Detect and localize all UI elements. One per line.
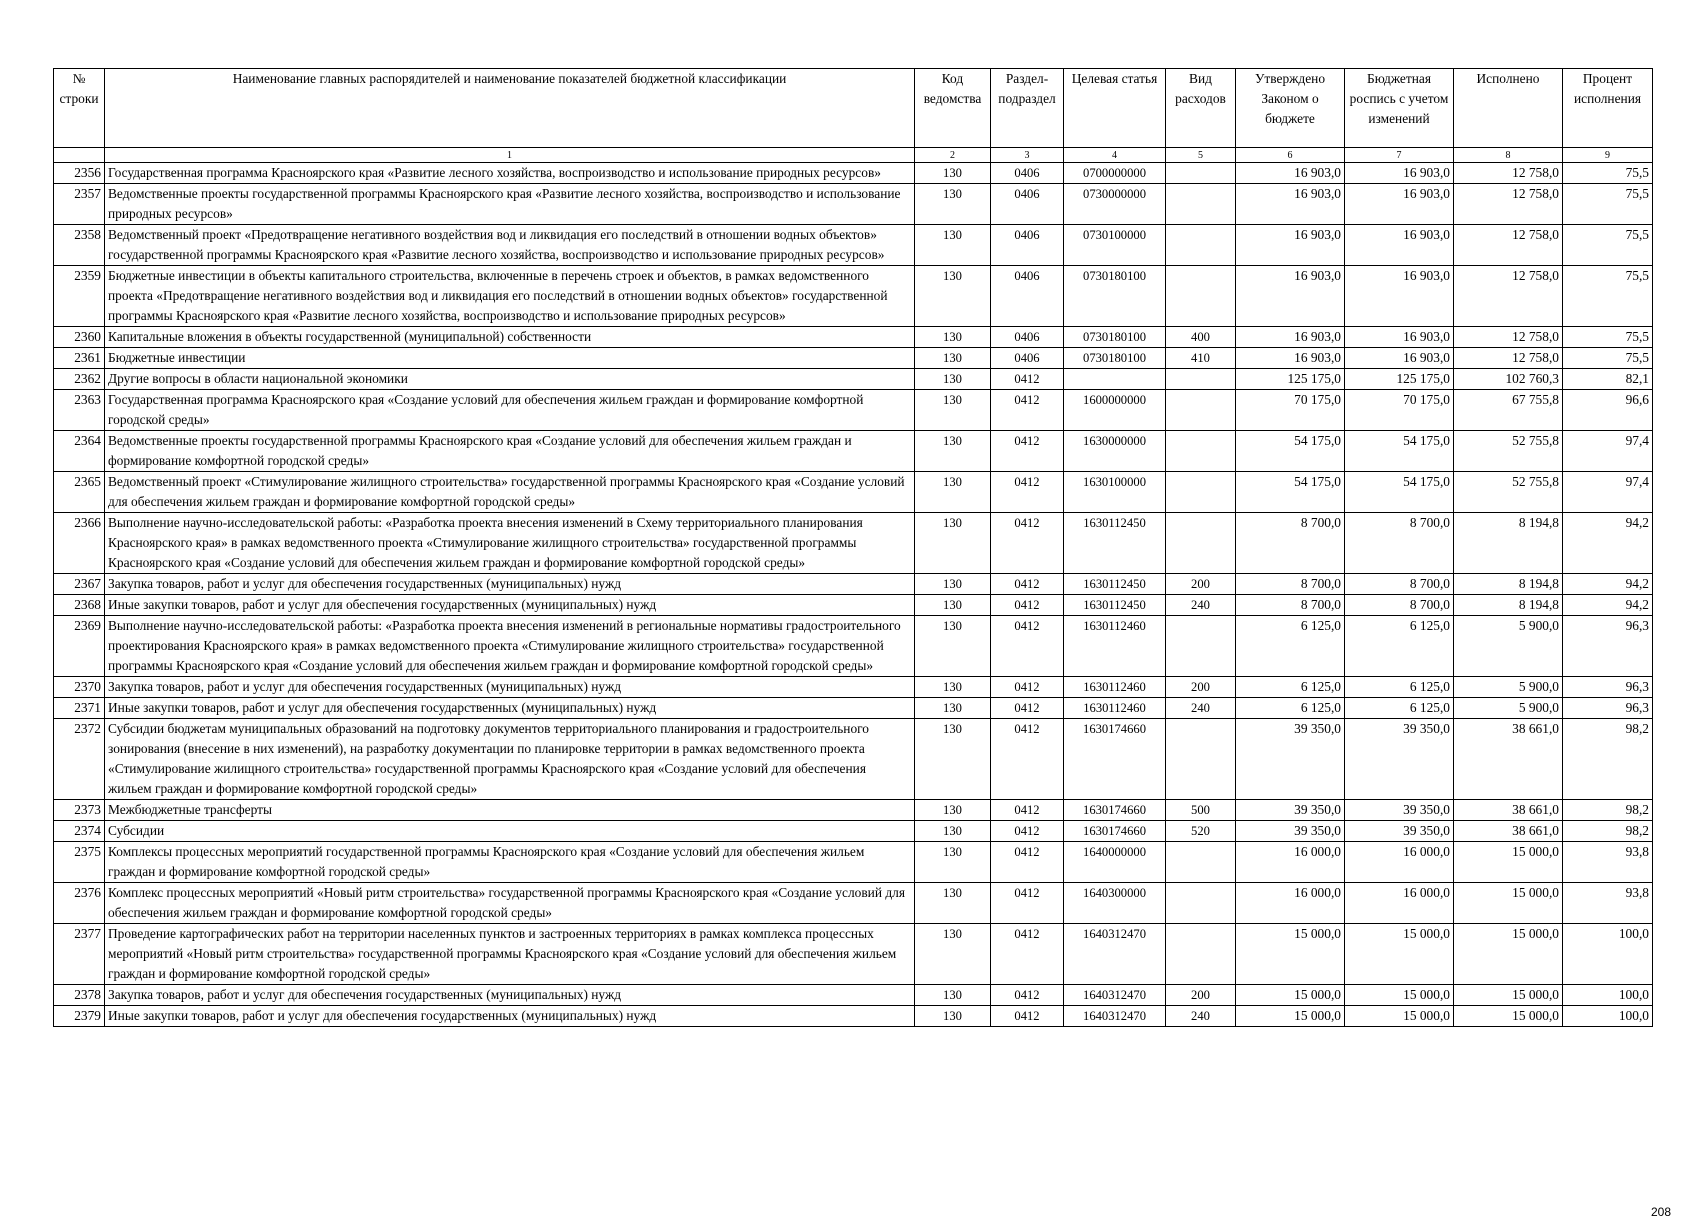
department-code: 130 xyxy=(915,266,991,327)
expense-kind-code xyxy=(1166,163,1236,184)
table-row xyxy=(54,698,1653,719)
executed-amount: 15 000,0 xyxy=(1454,985,1563,1006)
expense-kind-code: 240 xyxy=(1166,595,1236,616)
row-name: Государственная программа Красноярского края «Создание условий для обеспечения жильем граждан и формирование комфортной городской среды» xyxy=(105,390,915,431)
row-number: 2376 xyxy=(54,883,105,924)
row-number: 2365 xyxy=(54,472,105,513)
row-name: Выполнение научно-исследовательской работы: «Разработка проекта внесения изменений в региональные нормативы градостроительного проектирования Красноярского края» в рамках ведомственного проекта «Стимулирование жилищного строительства» государственной программы Красноярского края «Создание условий для обеспечения жильем граждан и формирование комфортной городской среды» xyxy=(105,616,915,677)
header-section: Раздел-подраздел xyxy=(991,69,1064,148)
department-code: 130 xyxy=(915,924,991,985)
approved-amount: 16 903,0 xyxy=(1236,266,1345,327)
approved-amount: 8 700,0 xyxy=(1236,574,1345,595)
executed-amount: 52 755,8 xyxy=(1454,472,1563,513)
target-item-code: 0730180100 xyxy=(1064,327,1166,348)
table-row xyxy=(54,719,1653,800)
target-item-code: 1630174660 xyxy=(1064,800,1166,821)
header-approved: Утверждено Законом о бюджете xyxy=(1236,69,1345,148)
executed-amount: 102 760,3 xyxy=(1454,369,1563,390)
executed-amount: 38 661,0 xyxy=(1454,821,1563,842)
department-code: 130 xyxy=(915,472,991,513)
expense-kind-code xyxy=(1166,616,1236,677)
schedule-amount: 16 903,0 xyxy=(1345,266,1454,327)
execution-percent: 98,2 xyxy=(1563,800,1653,821)
target-item-code: 1630112460 xyxy=(1064,677,1166,698)
execution-percent: 75,5 xyxy=(1563,225,1653,266)
page-number: 208 xyxy=(1650,1205,1671,1219)
execution-percent: 100,0 xyxy=(1563,924,1653,985)
budget-table xyxy=(53,68,1653,1027)
execution-percent: 75,5 xyxy=(1563,348,1653,369)
expense-kind-code: 200 xyxy=(1166,574,1236,595)
section-code: 0412 xyxy=(991,390,1064,431)
target-item-code: 1630112450 xyxy=(1064,574,1166,595)
row-name: Проведение картографических работ на территории населенных пунктов и застроенных территориях в рамках комплекса процессных мероприятий «Новый ритм строительства» государственной программы Красноярского края «Создание условий для обеспечения жильем граждан и формирование комфортной городской среды» xyxy=(105,924,915,985)
schedule-amount: 16 000,0 xyxy=(1345,842,1454,883)
expense-kind-code xyxy=(1166,184,1236,225)
section-code: 0412 xyxy=(991,1006,1064,1027)
expense-kind-code: 500 xyxy=(1166,800,1236,821)
row-name: Бюджетные инвестиции в объекты капитального строительства, включенные в перечень строек и объектов, в рамках ведомственного проекта «Предотвращение негативного воздействия вод и ликвидация его последствий в отношении водных объектов» государственной программы Красноярского края «Развитие лесного хозяйства, воспроизводство и использование природных ресурсов» xyxy=(105,266,915,327)
expense-kind-code: 240 xyxy=(1166,698,1236,719)
row-number: 2367 xyxy=(54,574,105,595)
execution-percent: 75,5 xyxy=(1563,327,1653,348)
target-item-code: 1630112450 xyxy=(1064,595,1166,616)
row-name: Ведомственные проекты государственной программы Красноярского края «Развитие лесного хозяйства, воспроизводство и использование природных ресурсов» xyxy=(105,184,915,225)
expense-kind-code: 200 xyxy=(1166,677,1236,698)
executed-amount: 52 755,8 xyxy=(1454,431,1563,472)
target-item-code: 1630174660 xyxy=(1064,821,1166,842)
schedule-amount: 16 903,0 xyxy=(1345,163,1454,184)
executed-amount: 8 194,8 xyxy=(1454,513,1563,574)
column-number: 7 xyxy=(1345,148,1454,163)
row-number: 2379 xyxy=(54,1006,105,1027)
section-code: 0406 xyxy=(991,163,1064,184)
row-name: Государственная программа Красноярского края «Развитие лесного хозяйства, воспроизводство и использование природных ресурсов» xyxy=(105,163,915,184)
table-row xyxy=(54,821,1653,842)
schedule-amount: 15 000,0 xyxy=(1345,924,1454,985)
row-name: Иные закупки товаров, работ и услуг для обеспечения государственных (муниципальных) нужд xyxy=(105,595,915,616)
row-name: Ведомственный проект «Предотвращение негативного воздействия вод и ликвидация его последствий в отношении водных объектов» государственной программы Красноярского края «Развитие лесного хозяйства, воспроизводство и использование природных ресурсов» xyxy=(105,225,915,266)
table-row xyxy=(54,616,1653,677)
department-code: 130 xyxy=(915,348,991,369)
target-item-code: 1640312470 xyxy=(1064,924,1166,985)
table-row xyxy=(54,369,1653,390)
schedule-amount: 15 000,0 xyxy=(1345,1006,1454,1027)
row-name: Комплекс процессных мероприятий «Новый ритм строительства» государственной программы Красноярского края «Создание условий для обеспечения жильем граждан и формирование комфортной городской среды» xyxy=(105,883,915,924)
row-number: 2377 xyxy=(54,924,105,985)
section-code: 0412 xyxy=(991,800,1064,821)
executed-amount: 38 661,0 xyxy=(1454,719,1563,800)
approved-amount: 16 903,0 xyxy=(1236,225,1345,266)
header-target-item: Целевая статья xyxy=(1064,69,1166,148)
section-code: 0412 xyxy=(991,369,1064,390)
header-expense-kind: Вид расходов xyxy=(1166,69,1236,148)
schedule-amount: 8 700,0 xyxy=(1345,513,1454,574)
approved-amount: 125 175,0 xyxy=(1236,369,1345,390)
table-row xyxy=(54,677,1653,698)
table-row xyxy=(54,225,1653,266)
section-code: 0412 xyxy=(991,924,1064,985)
schedule-amount: 39 350,0 xyxy=(1345,821,1454,842)
department-code: 130 xyxy=(915,327,991,348)
column-number: 4 xyxy=(1064,148,1166,163)
expense-kind-code xyxy=(1166,472,1236,513)
row-number: 2363 xyxy=(54,390,105,431)
expense-kind-code: 240 xyxy=(1166,1006,1236,1027)
target-item-code: 0730180100 xyxy=(1064,266,1166,327)
department-code: 130 xyxy=(915,677,991,698)
approved-amount: 16 000,0 xyxy=(1236,883,1345,924)
row-number: 2372 xyxy=(54,719,105,800)
schedule-amount: 16 903,0 xyxy=(1345,327,1454,348)
table-body xyxy=(54,163,1653,1027)
table-row xyxy=(54,266,1653,327)
row-name: Иные закупки товаров, работ и услуг для обеспечения государственных (муниципальных) нужд xyxy=(105,698,915,719)
schedule-amount: 39 350,0 xyxy=(1345,719,1454,800)
department-code: 130 xyxy=(915,985,991,1006)
executed-amount: 15 000,0 xyxy=(1454,883,1563,924)
row-number: 2362 xyxy=(54,369,105,390)
executed-amount: 15 000,0 xyxy=(1454,842,1563,883)
executed-amount: 15 000,0 xyxy=(1454,1006,1563,1027)
section-code: 0412 xyxy=(991,431,1064,472)
approved-amount: 16 903,0 xyxy=(1236,184,1345,225)
row-number: 2366 xyxy=(54,513,105,574)
schedule-amount: 8 700,0 xyxy=(1345,595,1454,616)
executed-amount: 8 194,8 xyxy=(1454,574,1563,595)
executed-amount: 5 900,0 xyxy=(1454,616,1563,677)
table-row xyxy=(54,842,1653,883)
section-code: 0412 xyxy=(991,472,1064,513)
department-code: 130 xyxy=(915,163,991,184)
approved-amount: 39 350,0 xyxy=(1236,821,1345,842)
section-code: 0412 xyxy=(991,821,1064,842)
target-item-code: 0730180100 xyxy=(1064,348,1166,369)
header-department-code: Код ведомства xyxy=(915,69,991,148)
section-code: 0406 xyxy=(991,327,1064,348)
row-number: 2359 xyxy=(54,266,105,327)
table-row xyxy=(54,513,1653,574)
approved-amount: 8 700,0 xyxy=(1236,595,1345,616)
expense-kind-code xyxy=(1166,266,1236,327)
row-name: Другие вопросы в области национальной экономики xyxy=(105,369,915,390)
table-row xyxy=(54,390,1653,431)
section-code: 0406 xyxy=(991,225,1064,266)
target-item-code: 1600000000 xyxy=(1064,390,1166,431)
department-code: 130 xyxy=(915,883,991,924)
execution-percent: 100,0 xyxy=(1563,985,1653,1006)
column-number: 2 xyxy=(915,148,991,163)
column-number: 8 xyxy=(1454,148,1563,163)
target-item-code: 1640300000 xyxy=(1064,883,1166,924)
section-code: 0412 xyxy=(991,513,1064,574)
table-row xyxy=(54,1006,1653,1027)
expense-kind-code xyxy=(1166,431,1236,472)
section-code: 0412 xyxy=(991,883,1064,924)
row-number: 2371 xyxy=(54,698,105,719)
executed-amount: 67 755,8 xyxy=(1454,390,1563,431)
schedule-amount: 6 125,0 xyxy=(1345,616,1454,677)
row-name: Субсидии бюджетам муниципальных образований на подготовку документов территориального планирования и градостроительного зонирования (внесение в них изменений), на разработку документации по планировке территории в рамках ведомственного проекта «Стимулирование жилищного строительства» государственной программы Красноярского края «Создание условий для обеспечения жильем граждан и формирование комфортной городской среды» xyxy=(105,719,915,800)
execution-percent: 94,2 xyxy=(1563,595,1653,616)
approved-amount: 70 175,0 xyxy=(1236,390,1345,431)
row-number: 2374 xyxy=(54,821,105,842)
executed-amount: 12 758,0 xyxy=(1454,348,1563,369)
schedule-amount: 54 175,0 xyxy=(1345,472,1454,513)
department-code: 130 xyxy=(915,225,991,266)
section-code: 0406 xyxy=(991,266,1064,327)
row-name: Бюджетные инвестиции xyxy=(105,348,915,369)
row-number: 2373 xyxy=(54,800,105,821)
approved-amount: 6 125,0 xyxy=(1236,698,1345,719)
expense-kind-code xyxy=(1166,225,1236,266)
expense-kind-code: 200 xyxy=(1166,985,1236,1006)
column-number: 9 xyxy=(1563,148,1653,163)
section-code: 0412 xyxy=(991,719,1064,800)
target-item-code: 1640000000 xyxy=(1064,842,1166,883)
row-number: 2361 xyxy=(54,348,105,369)
execution-percent: 94,2 xyxy=(1563,513,1653,574)
target-item-code: 1640312470 xyxy=(1064,1006,1166,1027)
row-name: Межбюджетные трансферты xyxy=(105,800,915,821)
schedule-amount: 8 700,0 xyxy=(1345,574,1454,595)
row-name: Ведомственный проект «Стимулирование жилищного строительства» государственной программы Красноярского края «Создание условий для обеспечения жильем граждан и формирование комфортной городской среды» xyxy=(105,472,915,513)
expense-kind-code xyxy=(1166,719,1236,800)
row-number: 2370 xyxy=(54,677,105,698)
executed-amount: 12 758,0 xyxy=(1454,225,1563,266)
row-name: Закупка товаров, работ и услуг для обеспечения государственных (муниципальных) нужд xyxy=(105,574,915,595)
executed-amount: 5 900,0 xyxy=(1454,698,1563,719)
header-executed: Исполнено xyxy=(1454,69,1563,148)
execution-percent: 75,5 xyxy=(1563,184,1653,225)
row-number: 2378 xyxy=(54,985,105,1006)
column-number: 1 xyxy=(105,148,915,163)
target-item-code: 1630112450 xyxy=(1064,513,1166,574)
table-row xyxy=(54,348,1653,369)
schedule-amount: 16 903,0 xyxy=(1345,225,1454,266)
schedule-amount: 15 000,0 xyxy=(1345,985,1454,1006)
department-code: 130 xyxy=(915,431,991,472)
expense-kind-code xyxy=(1166,883,1236,924)
department-code: 130 xyxy=(915,1006,991,1027)
approved-amount: 16 903,0 xyxy=(1236,327,1345,348)
table-row xyxy=(54,472,1653,513)
execution-percent: 82,1 xyxy=(1563,369,1653,390)
table-row xyxy=(54,327,1653,348)
row-number: 2360 xyxy=(54,327,105,348)
header-percent: Процент исполнения xyxy=(1563,69,1653,148)
execution-percent: 75,5 xyxy=(1563,266,1653,327)
section-code: 0406 xyxy=(991,184,1064,225)
section-code: 0412 xyxy=(991,574,1064,595)
execution-percent: 96,3 xyxy=(1563,698,1653,719)
execution-percent: 97,4 xyxy=(1563,472,1653,513)
column-number: 5 xyxy=(1166,148,1236,163)
executed-amount: 12 758,0 xyxy=(1454,184,1563,225)
department-code: 130 xyxy=(915,616,991,677)
department-code: 130 xyxy=(915,184,991,225)
schedule-amount: 16 903,0 xyxy=(1345,348,1454,369)
approved-amount: 54 175,0 xyxy=(1236,472,1345,513)
table-row xyxy=(54,883,1653,924)
section-code: 0412 xyxy=(991,616,1064,677)
target-item-code: 1630100000 xyxy=(1064,472,1166,513)
schedule-amount: 16 903,0 xyxy=(1345,184,1454,225)
expense-kind-code: 520 xyxy=(1166,821,1236,842)
table-header xyxy=(54,69,1653,163)
column-number xyxy=(54,148,105,163)
target-item-code: 1630174660 xyxy=(1064,719,1166,800)
approved-amount: 16 000,0 xyxy=(1236,842,1345,883)
executed-amount: 38 661,0 xyxy=(1454,800,1563,821)
expense-kind-code xyxy=(1166,369,1236,390)
document-page xyxy=(53,68,1671,1219)
table-row xyxy=(54,800,1653,821)
table-row xyxy=(54,184,1653,225)
table-row xyxy=(54,985,1653,1006)
approved-amount: 16 903,0 xyxy=(1236,348,1345,369)
execution-percent: 97,4 xyxy=(1563,431,1653,472)
execution-percent: 96,3 xyxy=(1563,677,1653,698)
department-code: 130 xyxy=(915,369,991,390)
table-row xyxy=(54,163,1653,184)
department-code: 130 xyxy=(915,595,991,616)
approved-amount: 39 350,0 xyxy=(1236,719,1345,800)
department-code: 130 xyxy=(915,719,991,800)
executed-amount: 12 758,0 xyxy=(1454,163,1563,184)
section-code: 0412 xyxy=(991,985,1064,1006)
section-code: 0412 xyxy=(991,842,1064,883)
row-number: 2368 xyxy=(54,595,105,616)
schedule-amount: 39 350,0 xyxy=(1345,800,1454,821)
schedule-amount: 6 125,0 xyxy=(1345,677,1454,698)
execution-percent: 75,5 xyxy=(1563,163,1653,184)
approved-amount: 15 000,0 xyxy=(1236,985,1345,1006)
target-item-code: 0730100000 xyxy=(1064,225,1166,266)
section-code: 0412 xyxy=(991,677,1064,698)
approved-amount: 16 903,0 xyxy=(1236,163,1345,184)
row-name: Капитальные вложения в объекты государственной (муниципальной) собственности xyxy=(105,327,915,348)
table-row xyxy=(54,431,1653,472)
schedule-amount: 125 175,0 xyxy=(1345,369,1454,390)
row-name: Выполнение научно-исследовательской работы: «Разработка проекта внесения изменений в Схему территориального планирования Красноярского края» в рамках ведомственного проекта «Стимулирование жилищного строительства» государственной программы Красноярского края «Создание условий для обеспечения жильем граждан и формирование комфортной городской среды» xyxy=(105,513,915,574)
schedule-amount: 54 175,0 xyxy=(1345,431,1454,472)
execution-percent: 93,8 xyxy=(1563,842,1653,883)
row-name: Комплексы процессных мероприятий государственной программы Красноярского края «Создание условий для обеспечения жильем граждан и формирование комфортной городской среды» xyxy=(105,842,915,883)
execution-percent: 96,3 xyxy=(1563,616,1653,677)
executed-amount: 12 758,0 xyxy=(1454,266,1563,327)
expense-kind-code xyxy=(1166,513,1236,574)
department-code: 130 xyxy=(915,800,991,821)
executed-amount: 12 758,0 xyxy=(1454,327,1563,348)
target-item-code: 0730000000 xyxy=(1064,184,1166,225)
expense-kind-code: 410 xyxy=(1166,348,1236,369)
column-number: 6 xyxy=(1236,148,1345,163)
expense-kind-code: 400 xyxy=(1166,327,1236,348)
executed-amount: 8 194,8 xyxy=(1454,595,1563,616)
expense-kind-code xyxy=(1166,390,1236,431)
execution-percent: 98,2 xyxy=(1563,719,1653,800)
row-name: Закупка товаров, работ и услуг для обеспечения государственных (муниципальных) нужд xyxy=(105,985,915,1006)
header-row xyxy=(54,69,1653,148)
schedule-amount: 70 175,0 xyxy=(1345,390,1454,431)
department-code: 130 xyxy=(915,513,991,574)
column-number-row xyxy=(54,148,1653,163)
execution-percent: 98,2 xyxy=(1563,821,1653,842)
row-number: 2369 xyxy=(54,616,105,677)
header-budget-schedule: Бюджетная роспись с учетом изменений xyxy=(1345,69,1454,148)
column-number: 3 xyxy=(991,148,1064,163)
executed-amount: 15 000,0 xyxy=(1454,924,1563,985)
approved-amount: 15 000,0 xyxy=(1236,1006,1345,1027)
row-number: 2356 xyxy=(54,163,105,184)
section-code: 0412 xyxy=(991,698,1064,719)
execution-percent: 93,8 xyxy=(1563,883,1653,924)
row-name: Ведомственные проекты государственной программы Красноярского края «Создание условий для обеспечения жильем граждан и формирование комфортной городской среды» xyxy=(105,431,915,472)
section-code: 0412 xyxy=(991,595,1064,616)
header-row-number: № строки xyxy=(54,69,105,148)
row-name: Субсидии xyxy=(105,821,915,842)
department-code: 130 xyxy=(915,821,991,842)
target-item-code: 1630112460 xyxy=(1064,616,1166,677)
target-item-code: 1640312470 xyxy=(1064,985,1166,1006)
department-code: 130 xyxy=(915,574,991,595)
schedule-amount: 6 125,0 xyxy=(1345,698,1454,719)
target-item-code: 1630000000 xyxy=(1064,431,1166,472)
table-row xyxy=(54,924,1653,985)
row-number: 2357 xyxy=(54,184,105,225)
expense-kind-code xyxy=(1166,924,1236,985)
expense-kind-code xyxy=(1166,842,1236,883)
table-row xyxy=(54,574,1653,595)
approved-amount: 39 350,0 xyxy=(1236,800,1345,821)
department-code: 130 xyxy=(915,842,991,883)
execution-percent: 94,2 xyxy=(1563,574,1653,595)
table-row xyxy=(54,595,1653,616)
row-name: Иные закупки товаров, работ и услуг для обеспечения государственных (муниципальных) нужд xyxy=(105,1006,915,1027)
execution-percent: 100,0 xyxy=(1563,1006,1653,1027)
row-number: 2375 xyxy=(54,842,105,883)
execution-percent: 96,6 xyxy=(1563,390,1653,431)
approved-amount: 6 125,0 xyxy=(1236,616,1345,677)
header-name: Наименование главных распорядителей и наименование показателей бюджетной классификации xyxy=(105,69,915,148)
approved-amount: 54 175,0 xyxy=(1236,431,1345,472)
approved-amount: 6 125,0 xyxy=(1236,677,1345,698)
section-code: 0406 xyxy=(991,348,1064,369)
approved-amount: 8 700,0 xyxy=(1236,513,1345,574)
target-item-code: 0700000000 xyxy=(1064,163,1166,184)
department-code: 130 xyxy=(915,698,991,719)
department-code: 130 xyxy=(915,390,991,431)
row-number: 2364 xyxy=(54,431,105,472)
row-name: Закупка товаров, работ и услуг для обеспечения государственных (муниципальных) нужд xyxy=(105,677,915,698)
executed-amount: 5 900,0 xyxy=(1454,677,1563,698)
target-item-code xyxy=(1064,369,1166,390)
schedule-amount: 16 000,0 xyxy=(1345,883,1454,924)
approved-amount: 15 000,0 xyxy=(1236,924,1345,985)
target-item-code: 1630112460 xyxy=(1064,698,1166,719)
row-number: 2358 xyxy=(54,225,105,266)
